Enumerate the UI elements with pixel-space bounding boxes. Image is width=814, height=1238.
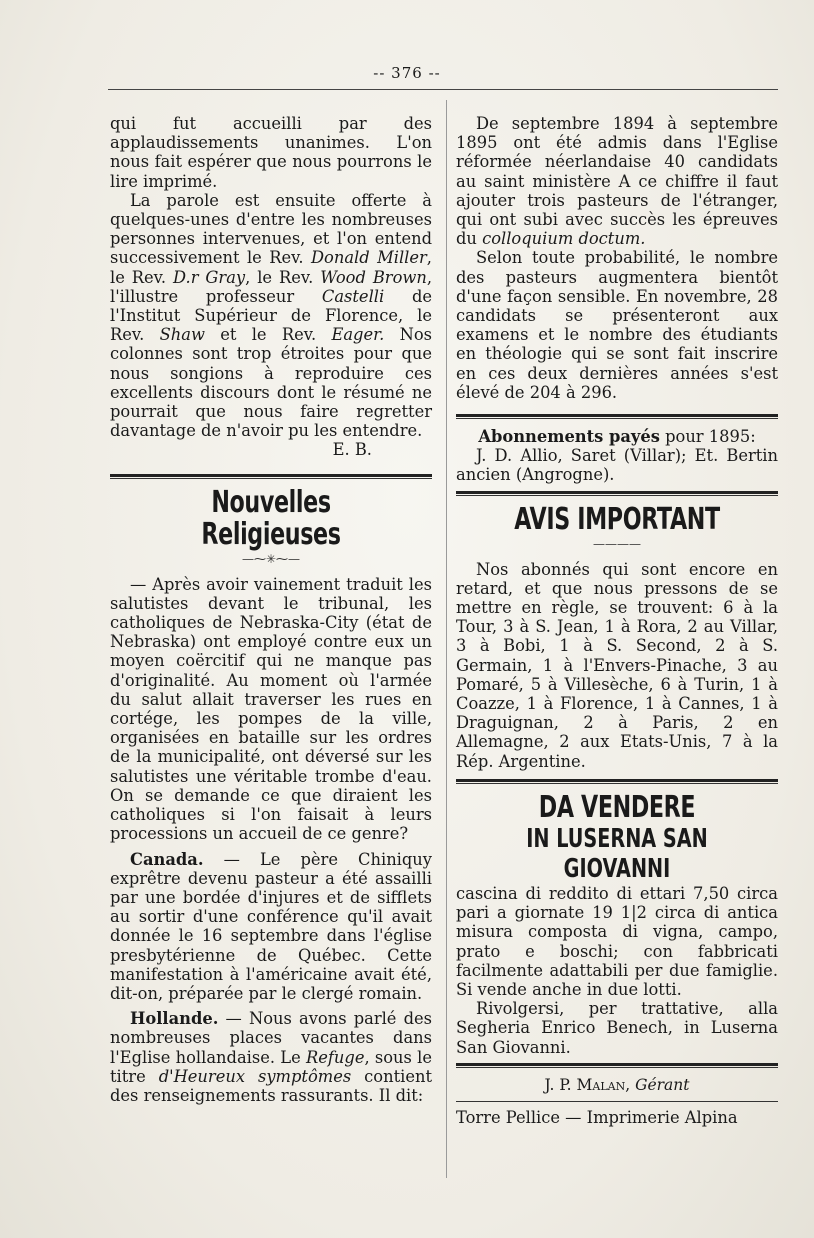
paragraph-canada bbox=[110, 850, 432, 1004]
vendere-subtitle: IN LUSERNA SAN GIOVANNI bbox=[526, 823, 708, 884]
section-rule bbox=[456, 1063, 778, 1066]
section-rule bbox=[456, 491, 778, 494]
paragraph-intro-end: qui fut accueilli par des applaudissements unanimes. L'on nous fait espérer que nous pourrons le lire imprimé. bbox=[110, 114, 432, 191]
paragraph-hollande bbox=[110, 1009, 432, 1105]
section-rule-thin bbox=[456, 1067, 778, 1068]
vendere-title: DA VENDERE bbox=[538, 789, 696, 825]
text-segment: Nos colonnes sont trop étroites pour que nous songions à reproduire ces excellents discours dont le résumé ne pourrait que nous faire regretter davantage de n'avoir pu les entendre. bbox=[110, 325, 432, 441]
footer-rule bbox=[456, 1101, 778, 1102]
vendere-contact: Rivolgersi, per trattative, alla Segheria Enrico Benech, in Luserna San Giovanni. bbox=[456, 999, 778, 1057]
paragraph-salutistes: — Après avoir vainement traduit les salutistes devant le tribunal, les catholiques de Nebraska-City (état de Nebraska) ont employé contre eux un moyen coërcitif qui ne manque pas d'originalité. Au moment où l'armée du salut allait traverser les rues en cortége, les pompes de la ville, organisées en bataille sur les ordres de la municipalité, ont déversé sur les salutistes une véritable trombe d'eau. On se demande ce que diraient les catholiques si l'on faisait à leurs processions un accueil de ce genre? bbox=[110, 574, 432, 844]
gerant-title: Gérant bbox=[635, 1075, 690, 1094]
text-segment: , le Rev. bbox=[245, 267, 321, 287]
speaker-name: D.r Gray bbox=[173, 267, 246, 287]
gerant-line bbox=[456, 1076, 778, 1095]
abonnements-list: J. D. Allio, Saret (Villar); Et. Bertin ancien (Angrogne). bbox=[456, 446, 778, 485]
section-rule bbox=[456, 779, 778, 782]
ornament-divider: —⁓✳⁓— bbox=[241, 551, 301, 566]
text-segment: de l'Institut Supérieur de Florence, le Rev. bbox=[110, 286, 432, 345]
section-rule-thin bbox=[110, 478, 432, 479]
speaker-name: Donald Miller bbox=[310, 248, 427, 268]
text-segment: De septembre 1894 à septembre 1895 ont été admis dans l'Eglise réformée néerlandaise 40 candidats au saint ministère A ce chiffre il faut ajouter trois pasteurs de l'étranger, qui ont subi avec succès les épreuves du bbox=[456, 114, 778, 249]
ornament-divider: ———— bbox=[593, 536, 641, 551]
text-segment: pour 1895: bbox=[659, 427, 756, 447]
paragraph-probabilite: Selon toute probabilité, le nombre des pasteurs augmentera bientôt d'une façon sensible. En novembre, 28 candidats se présenteront aux examens et le nombre des étudiants en théologie qui se sont fait inscrire en ces deux dernières années s'est élevé de 204 à 296. bbox=[456, 248, 778, 402]
section-rule bbox=[110, 474, 432, 477]
gerant-name: J. P. Malan, bbox=[544, 1075, 631, 1094]
section-rule-thin bbox=[456, 418, 778, 419]
article-title: d'Heureux symptômes bbox=[158, 1066, 352, 1086]
news-heading: Hollande. bbox=[130, 1009, 219, 1029]
section-rule-thin bbox=[456, 495, 778, 496]
vendere-text: cascina di reddito di ettari 7,50 circa pari a giornate 19 1|2 circa di antica misura composta di vigna, campo, prato e boschi; con fabbricati facilmente adattabili per due famiglie. Si vende anche in due lotti. bbox=[456, 883, 778, 999]
speaker-name: Wood Brown bbox=[320, 267, 427, 287]
printer-line: Torre Pellice — Imprimerie Alpina bbox=[456, 1107, 738, 1127]
section-rule bbox=[456, 414, 778, 417]
paragraph-speakers bbox=[110, 191, 432, 441]
speaker-name: Eager. bbox=[331, 325, 385, 345]
speaker-name: Shaw bbox=[159, 325, 205, 345]
news-heading: Canada. bbox=[130, 849, 204, 869]
article-signature: E. B. bbox=[332, 440, 372, 460]
text-segment: , l'illustre professeur bbox=[110, 267, 432, 306]
header-rule bbox=[108, 89, 778, 90]
avis-text: Nos abonnés qui sont encore en retard, et que nous pressons de se mettre en règle, se trouvent: 6 à la Tour, 3 à S. Jean, 1 à Rora, 2 au Villar, 3 à Bobi, 1 à S. Second, 2 à S. Germain, 1 à l'Envers-Pinache, 3 au Pomaré, 5 à Villesèche, 6 à Turin, 1 à Coazze, 1 à Florence, 1 à Cannes, 1 à Draguignan, 2 à Paris, 2 en Allemagne, 2 aux Etats-Unis, 7 à la Rép. Argentine. bbox=[456, 559, 778, 771]
text-segment: et le Rev. bbox=[204, 325, 332, 345]
heading-bold: Abonnements payés bbox=[478, 427, 660, 447]
text-segment: — Nous avons parlé des nombreuses places vacantes dans l'Eglise hollandaise. Le bbox=[110, 1009, 432, 1067]
section-rule-thin bbox=[456, 783, 778, 784]
paragraph-admissions bbox=[456, 114, 778, 248]
section-title: Nouvelles Religieuses bbox=[201, 484, 341, 552]
speaker-name: Castelli bbox=[321, 286, 385, 306]
column-separator bbox=[446, 100, 447, 1178]
text-segment: La parole est ensuite offerte à quelques-unes d'entre les nombreuses personnes intervenues, et l'on entend successivement le Rev. bbox=[110, 190, 432, 268]
left-column bbox=[110, 114, 432, 1105]
right-column bbox=[456, 114, 778, 1127]
avis-title: AVIS IMPORTANT bbox=[514, 501, 720, 537]
text-segment: , sous le titre bbox=[110, 1047, 432, 1086]
text-segment: contient des renseignements rassurants. Il dit: bbox=[110, 1066, 432, 1105]
text-segment: , le Rev. bbox=[110, 248, 432, 287]
italic-term: colloquium doctum. bbox=[482, 229, 646, 249]
text-segment: — Le père Chiniquy exprêtre devenu pasteur a été assailli par une bordée d'injures et de sifflets au sortir d'une conférence qu'il avait donnée le 16 septembre dans l'église presbytérienne de Québec. Cette manifestation à l'américaine avait été, dit-on, préparée par le clergé romain. bbox=[110, 849, 432, 1003]
abonnements-heading bbox=[456, 427, 778, 446]
page-number: -- 376 -- bbox=[373, 64, 441, 82]
publication-name: Refuge bbox=[306, 1047, 365, 1067]
